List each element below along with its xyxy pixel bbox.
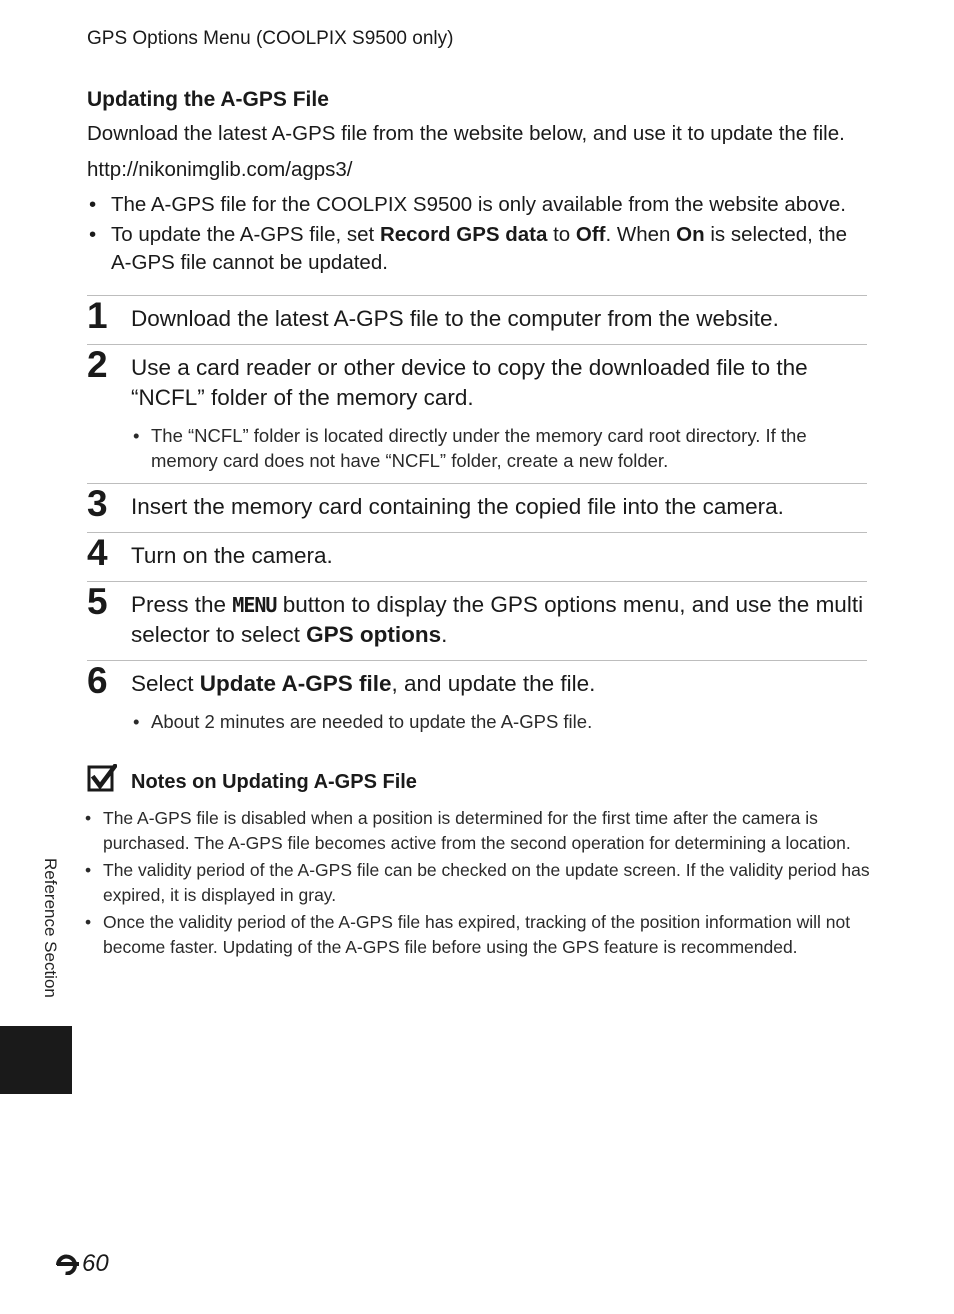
notes-header xyxy=(87,764,867,800)
step-text: Press the MENU button to display the GPS options menu, and use the multi selector to select GPS options. xyxy=(131,592,864,648)
step-text: Turn on the camera. xyxy=(131,543,333,569)
record-gps-data-label: Record GPS data xyxy=(379,223,548,247)
check-mark-icon xyxy=(87,764,117,794)
step-3 xyxy=(87,483,867,532)
intro-paragraph: Download the latest A-GPS file from the website below, and use it to update the file. xyxy=(87,122,845,146)
download-url: http://nikonimglib.com/agps3/ xyxy=(87,158,353,182)
section-title: Updating the A-GPS File xyxy=(87,88,329,111)
step-5 xyxy=(87,581,867,660)
list-item: • The “NCFL” folder is located directly under the memory card root directory. If the memory card does not have “NCFL” folder, create a new folder. xyxy=(133,425,807,472)
notes-title: Notes on Updating A-GPS File xyxy=(131,771,417,794)
list-item: • About 2 minutes are needed to update the A-GPS file. xyxy=(133,711,593,733)
sidebar-tab-block xyxy=(0,1026,72,1094)
notes-section xyxy=(0,764,870,959)
bullet-icon: • xyxy=(133,425,140,447)
step-6 xyxy=(87,660,867,744)
off-label: Off xyxy=(575,223,606,247)
step-number: 3 xyxy=(87,483,108,525)
update-agps-file-label: Update A-GPS file xyxy=(199,671,392,697)
list-item: • To update the A-GPS file, set Record GPS data to Off. When On is selected, the A-GPS file cannot be updated. xyxy=(89,223,848,275)
step-1 xyxy=(87,295,867,344)
page-number: 60 xyxy=(55,1250,109,1278)
step-number: 4 xyxy=(87,532,108,574)
bullet-icon: • xyxy=(89,223,97,247)
bullet-icon: • xyxy=(85,860,92,881)
steps-list xyxy=(87,295,867,744)
reference-e-icon xyxy=(55,1253,81,1275)
list-item: • The A-GPS file is disabled when a position is determined for the first time after the camera is purchased. The A-GPS file becomes active from the second operation for determining a location. xyxy=(85,808,851,853)
bullet-icon: • xyxy=(85,912,92,933)
step-4 xyxy=(87,532,867,581)
on-label: On xyxy=(676,223,705,247)
step-2 xyxy=(87,344,867,483)
step-text: Use a card reader or other device to copy the downloaded file to the “NCFL” folder of the memory card. xyxy=(131,355,808,411)
step-notes xyxy=(131,423,867,473)
menu-button-icon: MENU xyxy=(232,593,277,618)
bullet-icon: • xyxy=(133,711,140,733)
step-notes xyxy=(131,709,867,734)
list-item: • The A-GPS file for the COOLPIX S9500 is only available from the website above. xyxy=(87,191,867,219)
step-number: 6 xyxy=(87,660,108,702)
step-number: 1 xyxy=(87,295,108,337)
gps-options-label: GPS options xyxy=(306,622,442,648)
step-text: Insert the memory card containing the copied file into the camera. xyxy=(131,494,784,520)
main-content xyxy=(85,86,870,962)
list-item: • The validity period of the A-GPS file can be checked on the update screen. If the validity period has expired, it is displayed in gray. xyxy=(85,860,870,905)
sidebar-section-label: Reference Section xyxy=(41,858,60,998)
notes-list xyxy=(16,806,880,959)
list-item: • Once the validity period of the A-GPS file has expired, tracking of the position information will not become faster. Updating of the A-GPS file before using the GPS feature is recommended. xyxy=(85,912,851,957)
bullet-icon: • xyxy=(89,193,97,217)
bullet-icon: • xyxy=(85,808,92,829)
running-header: GPS Options Menu (COOLPIX S9500 only) xyxy=(87,28,454,49)
intro-bullets xyxy=(87,191,867,277)
step-text: Select Update A-GPS file, and update the file. xyxy=(131,671,596,697)
step-number: 2 xyxy=(87,344,108,386)
step-text: Download the latest A-GPS file to the computer from the website. xyxy=(131,306,779,332)
step-number: 5 xyxy=(87,581,108,623)
